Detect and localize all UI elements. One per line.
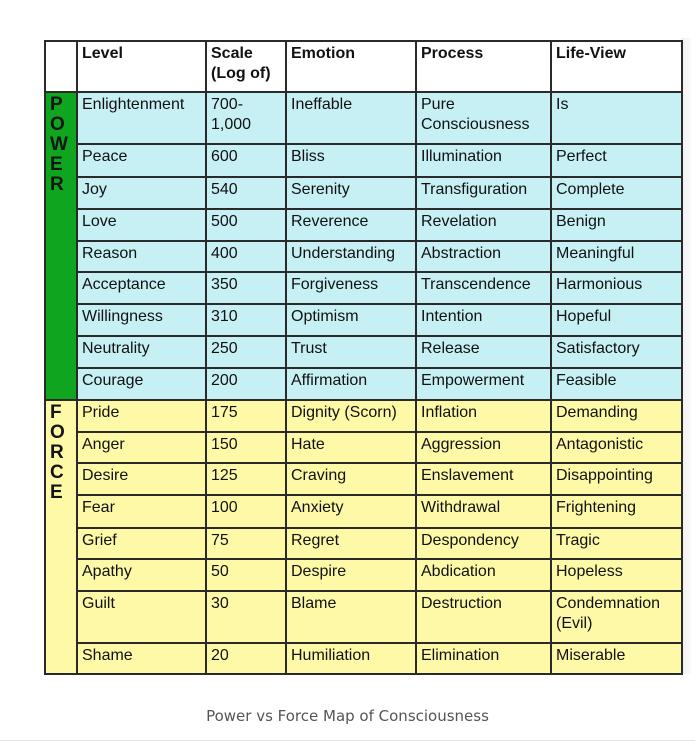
cell-process: Pure Consciousness [416,92,551,144]
group-letter: F [50,402,62,423]
table-row [45,304,682,336]
cell-emotion: Bliss [286,144,416,177]
cell-lifeview: Antagonistic [551,432,682,463]
cell-process: Aggression [416,432,551,463]
group-letter: O [50,114,65,135]
cell-scale: 350 [206,272,286,304]
header-emotion: Emotion [286,41,416,92]
cell-emotion: Craving [286,463,416,495]
cell-lifeview: Feasible [551,368,682,400]
table-row [45,528,682,559]
cell-level: Joy [77,177,206,209]
cell-process: Illumination [416,144,551,177]
cell-scale: 100 [206,495,286,528]
table-row [45,241,682,272]
cell-level: Acceptance [77,272,206,304]
group-letter: R [50,174,64,195]
force-letters [50,403,73,503]
force-group-label [45,400,77,674]
table-row [45,400,682,432]
cell-scale: 30 [206,591,286,643]
table-row [45,92,682,144]
group-letter: O [50,422,65,443]
cell-lifeview: Meaningful [551,241,682,272]
cell-process: Transcendence [416,272,551,304]
cell-scale: 600 [206,144,286,177]
cell-scale: 540 [206,177,286,209]
cell-scale: 310 [206,304,286,336]
cell-level: Shame [77,643,206,674]
cell-lifeview: Benign [551,209,682,241]
cell-lifeview: Frightening [551,495,682,528]
cell-emotion: Reverence [286,209,416,241]
cell-level: Love [77,209,206,241]
cell-emotion: Affirmation [286,368,416,400]
cell-emotion: Trust [286,336,416,368]
cell-lifeview: Tragic [551,528,682,559]
header-lifeview: Life-View [551,41,682,92]
cell-level: Pride [77,400,206,432]
cell-process: Revelation [416,209,551,241]
cell-scale: 700-1,000 [206,92,286,144]
table-row [45,209,682,241]
table-row [45,463,682,495]
cell-scale: 50 [206,559,286,591]
cell-level: Enlightenment [77,92,206,144]
cell-process: Intention [416,304,551,336]
cell-lifeview: Is [551,92,682,144]
cell-lifeview: Perfect [551,144,682,177]
cell-scale: 200 [206,368,286,400]
table-row [45,559,682,591]
table-row [45,336,682,368]
cell-process: Enslavement [416,463,551,495]
cell-emotion: Regret [286,528,416,559]
header-level: Level [77,41,206,92]
cell-lifeview: Hopeless [551,559,682,591]
cell-lifeview: Harmonious [551,272,682,304]
cell-process: Empowerment [416,368,551,400]
group-letter: R [50,442,64,463]
cell-lifeview: Miserable [551,643,682,674]
table-row [45,432,682,463]
header-process: Process [416,41,551,92]
cell-emotion: Understanding [286,241,416,272]
table-row [45,643,682,674]
cell-scale: 250 [206,336,286,368]
table-row [45,177,682,209]
cell-level: Courage [77,368,206,400]
table-row [45,144,682,177]
group-letter: E [50,154,63,175]
cell-level: Neutrality [77,336,206,368]
power-group-label [45,92,77,400]
cell-emotion: Humiliation [286,643,416,674]
table-row [45,368,682,400]
header-row [45,41,682,92]
group-letter: C [50,462,64,483]
cell-emotion: Anxiety [286,495,416,528]
cell-emotion: Hate [286,432,416,463]
cell-scale: 20 [206,643,286,674]
group-letter: P [50,94,63,115]
cell-lifeview: Demanding [551,400,682,432]
divider [0,740,695,741]
table-row [45,591,682,643]
cell-emotion: Dignity (Scorn) [286,400,416,432]
cell-level: Desire [77,463,206,495]
cell-emotion: Ineffable [286,92,416,144]
cell-level: Guilt [77,591,206,643]
cell-level: Peace [77,144,206,177]
group-letter: E [50,482,63,503]
table-row [45,272,682,304]
cell-level: Willingness [77,304,206,336]
cell-level: Fear [77,495,206,528]
consciousness-map-table [44,40,683,675]
cell-lifeview: Condemnation (Evil) [551,591,682,643]
cell-process: Transfiguration [416,177,551,209]
header-scale: Scale (Log of) [206,41,286,92]
cell-scale: 75 [206,528,286,559]
cell-scale: 125 [206,463,286,495]
cell-emotion: Optimism [286,304,416,336]
cell-emotion: Forgiveness [286,272,416,304]
cell-process: Despondency [416,528,551,559]
cell-emotion: Despire [286,559,416,591]
table-row [45,495,682,528]
cell-process: Inflation [416,400,551,432]
cell-level: Anger [77,432,206,463]
cell-process: Abstraction [416,241,551,272]
corner-cell [45,41,77,92]
cell-emotion: Serenity [286,177,416,209]
cell-lifeview: Disappointing [551,463,682,495]
cell-scale: 150 [206,432,286,463]
group-letter: W [50,134,68,155]
cell-process: Abdication [416,559,551,591]
cell-process: Withdrawal [416,495,551,528]
cell-level: Apathy [77,559,206,591]
cell-lifeview: Hopeful [551,304,682,336]
cell-lifeview: Complete [551,177,682,209]
cell-scale: 400 [206,241,286,272]
cell-scale: 175 [206,400,286,432]
cell-process: Elimination [416,643,551,674]
cell-process: Release [416,336,551,368]
figure-caption: Power vs Force Map of Consciousness [206,707,489,725]
cell-process: Destruction [416,591,551,643]
cell-lifeview: Satisfactory [551,336,682,368]
cell-scale: 500 [206,209,286,241]
power-letters [50,95,73,195]
cell-level: Reason [77,241,206,272]
cell-level: Grief [77,528,206,559]
cell-emotion: Blame [286,591,416,643]
